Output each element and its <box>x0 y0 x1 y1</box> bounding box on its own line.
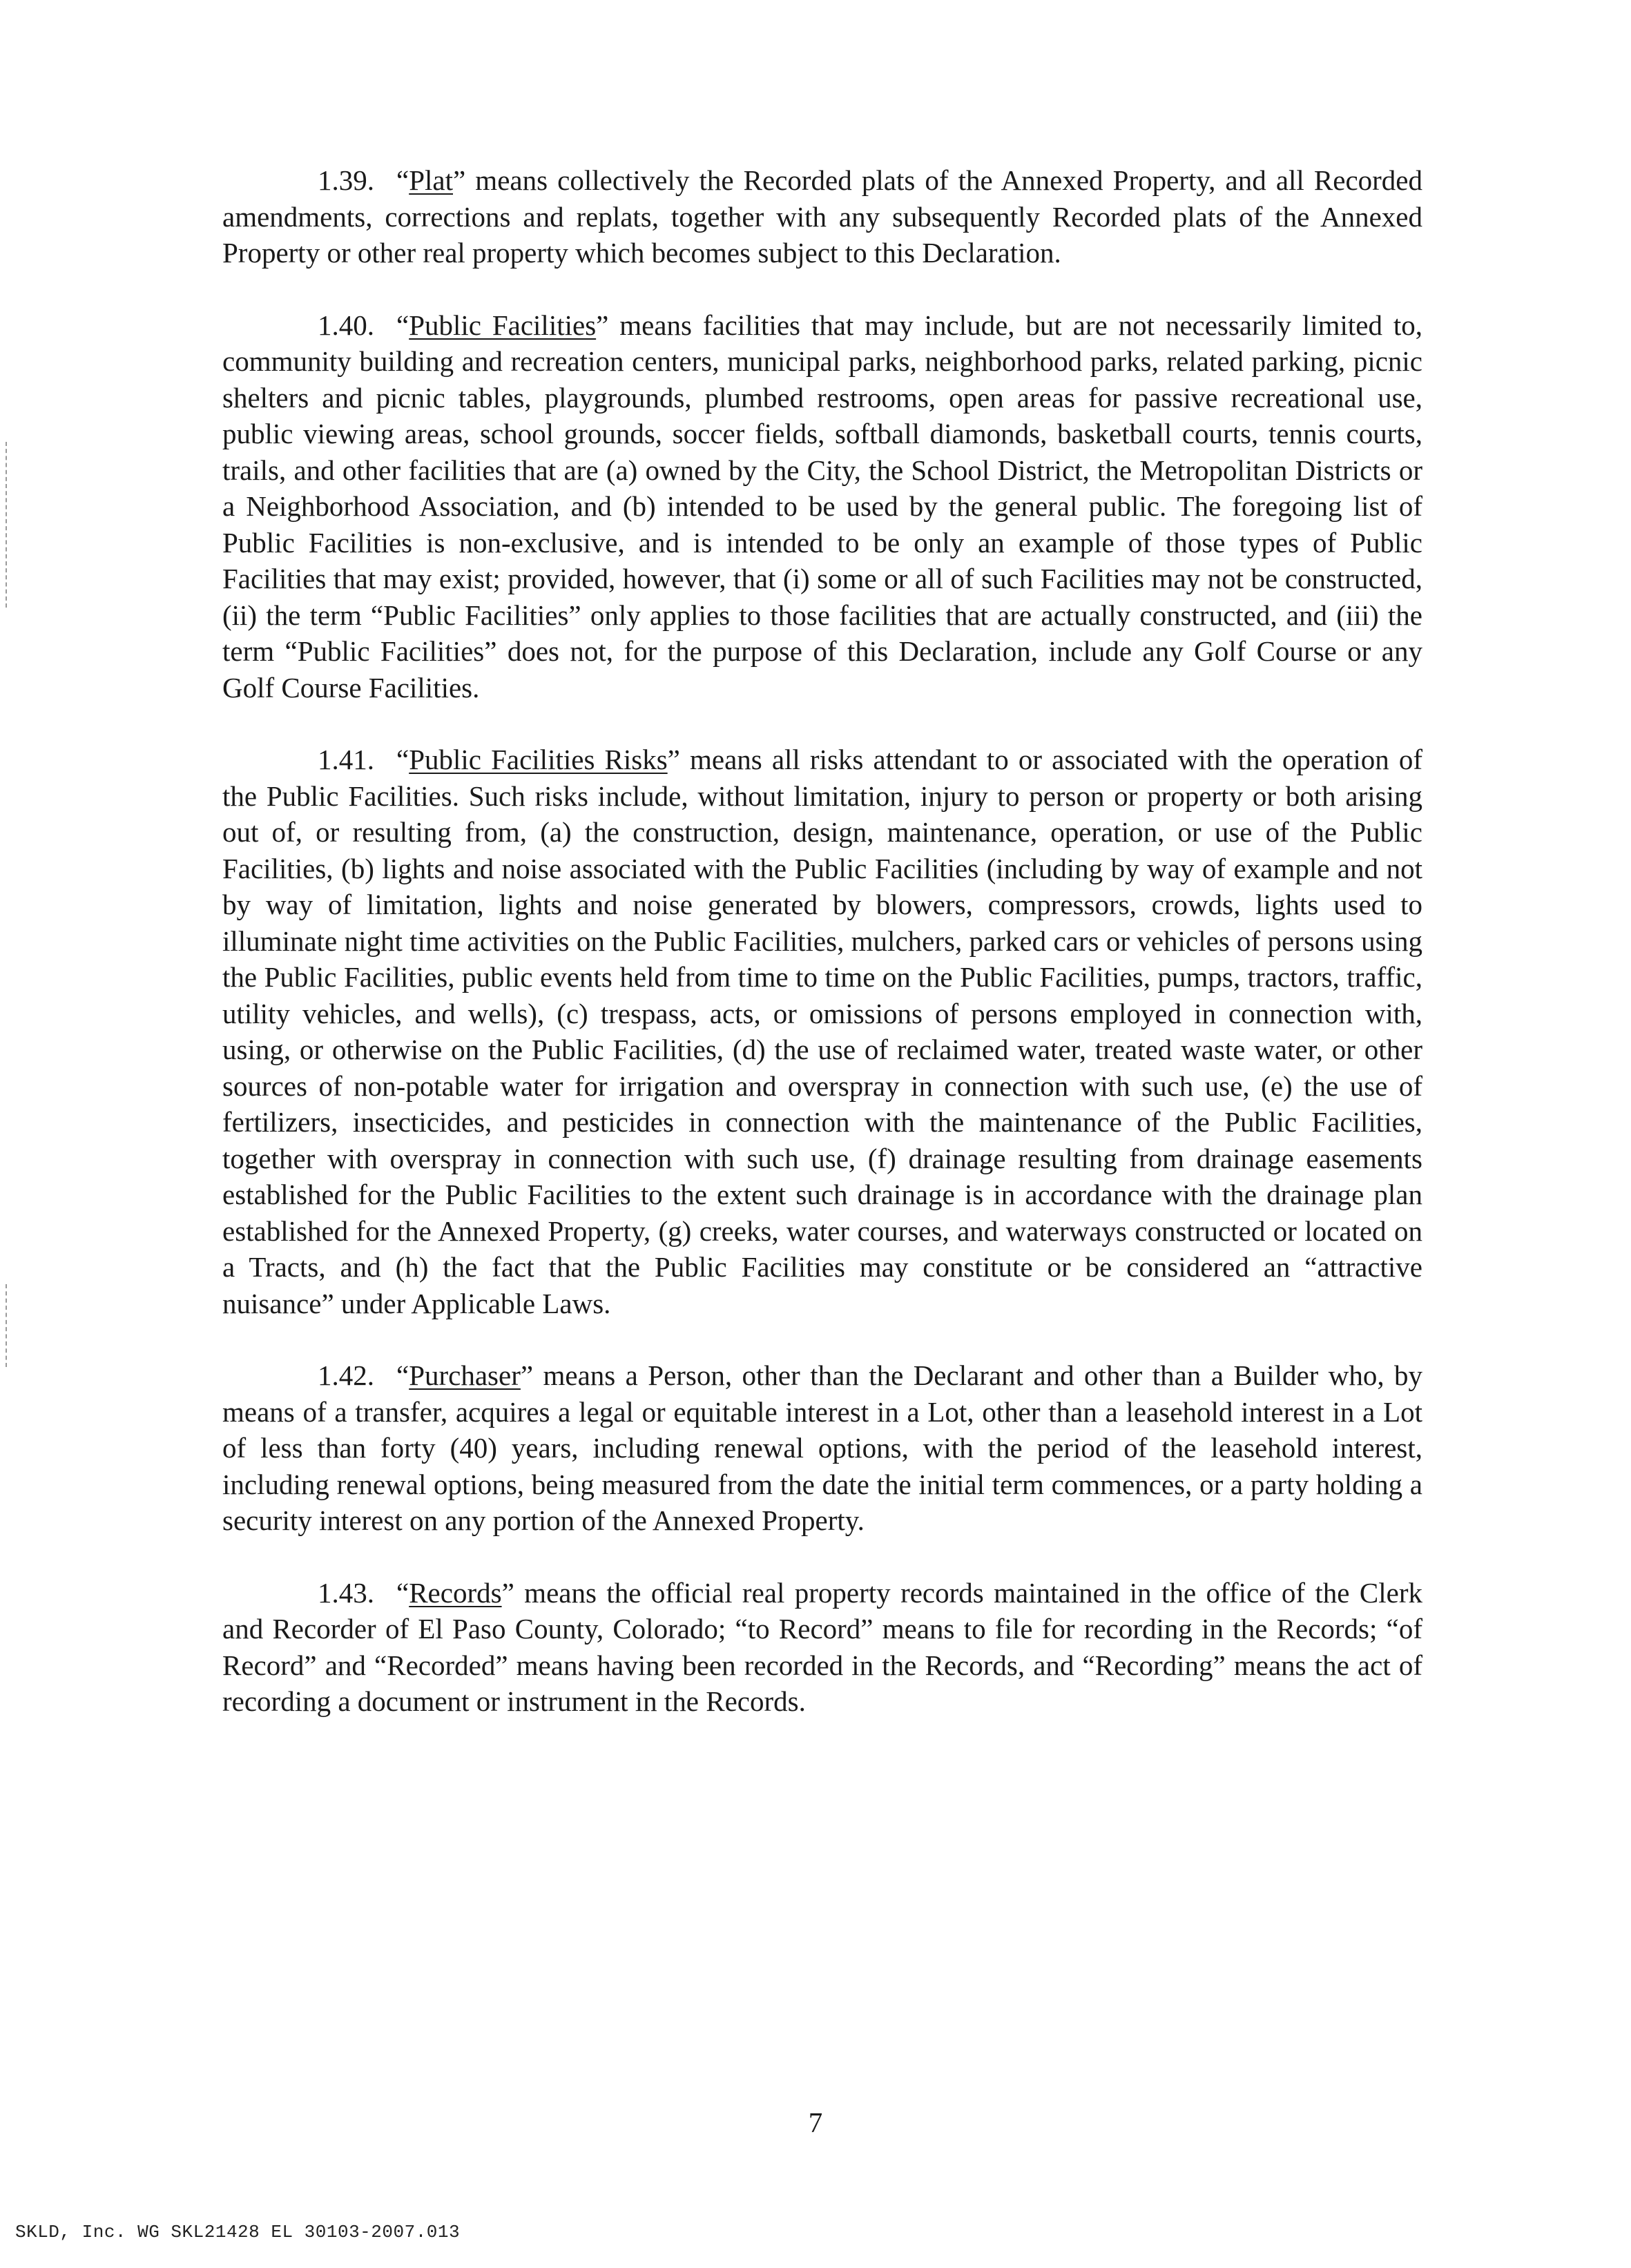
section-number: 1.41. <box>318 744 374 775</box>
document-page <box>222 162 1422 1756</box>
defined-term: Public Facilities Risks <box>409 744 668 775</box>
close-quote: ” <box>596 309 609 341</box>
open-quote: “ <box>396 164 409 196</box>
defined-term: Records <box>409 1576 502 1609</box>
section-text: means the official real property records maintained in the office of the Clerk and Recorder of El Paso County, Colorado; “to Record” means to file for recording in the Records; “of Record” and “Recorded” means having been recorded in the Records, and “Recording” means the act of recording a document or instrument in the Records. <box>222 1576 1422 1717</box>
section-1-40 <box>222 307 1422 706</box>
section-number: 1.42. <box>318 1359 374 1391</box>
close-quote: ” <box>453 164 466 196</box>
open-quote: “ <box>396 1359 409 1391</box>
section-number: 1.43. <box>318 1576 374 1609</box>
section-text: means facilities that may include, but are not necessarily limited to, community building and recreation centers, municipal parks, neighborhood parks, related parking, picnic shelters and picnic tables, playgrounds, plumbed restrooms, open areas for passive recreational use, public viewing areas, school grounds, soccer fields, softball diamonds, basketball courts, tennis courts, trails, and other facilities that are (a) owned by the City, the School District, the Metropolitan Districts or a Neighborhood Association, and (b) intended to be used by the general public. The foregoing list of Public Facilities is non-exclusive, and is intended to be only an example of those types of Public Facilities that may exist; provided, however, that (i) some or all of such Facilities may not be constructed, (ii) the term “Public Facilities” only applies to those facilities that are actually constructed, and (iii) the term “Public Facilities” does not, for the purpose of this Declaration, include any Golf Course or any Golf Course Facilities. <box>222 309 1422 704</box>
open-quote: “ <box>396 1576 409 1609</box>
section-1-41 <box>222 742 1422 1321</box>
page-number: 7 <box>808 2106 823 2138</box>
section-number: 1.40. <box>318 309 374 341</box>
defined-term: Public Facilities <box>409 309 597 341</box>
margin-mark-upper <box>6 442 7 608</box>
section-1-39 <box>222 162 1422 271</box>
footer-document-id: SKLD, Inc. WG SKL21428 EL 30103-2007.013 <box>15 2222 461 2242</box>
close-quote: ” <box>501 1576 514 1609</box>
open-quote: “ <box>396 309 409 341</box>
section-text: means all risks attendant to or associated with the operation of the Public Facilities. Such risks include, without limitation, injury to person or property or both arising out of, or resulting from, (a) the construction, design, maintenance, operation, or use of the Public Facilities, (b) lights and noise associated with the Public Facilities (including by way of example and not by way of limitation, lights and noise generated by blowers, compressors, crowds, lights used to illuminate night time activities on the Public Facilities, mulchers, parked cars or vehicles of persons using the Public Facilities, public events held from time to time on the Public Facilities, pumps, tractors, traffic, utility vehicles, and wells), (c) trespass, acts, or omissions of persons employed in connection with, using, or otherwise on the Public Facilities, (d) the use of reclaimed water, treated waste water, or other sources of non-potable water for irrigation and overspray in connection with such use, (e) the use of fertilizers, insecticides, and pesticides in connection with the maintenance of the Public Facilities, together with overspray in connection with such use, (f) drainage resulting from drainage easements established for the Public Facilities to the extent such drainage is in accordance with the drainage plan established for the Annexed Property, (g) creeks, water courses, and waterways constructed or located on a Tracts, and (h) the fact that the Public Facilities may constitute or be considered an “attractive nuisance” under Applicable Laws. <box>222 744 1423 1319</box>
open-quote: “ <box>396 744 409 775</box>
section-text: means a Person, other than the Declarant and other than a Builder who, by means of a transfer, acquires a legal or equitable interest in a Lot, other than a leasehold interest in a Lot of less than forty (40) years, including renewal options, with the period of the leasehold interest, including renewal options, being measured from the date the initial term commences, or a party holding a security interest on any portion of the Annexed Property. <box>222 1359 1422 1536</box>
defined-term: Plat <box>409 164 453 196</box>
margin-mark-lower <box>6 1284 7 1367</box>
section-text: means collectively the Recorded plats of the Annexed Property, and all Recorded amendments, corrections and replats, together with any subsequently Recorded plats of the Annexed Property or other real property which becomes subject to this Declaration. <box>222 164 1422 269</box>
close-quote: ” <box>520 1359 534 1391</box>
close-quote: ” <box>667 744 680 775</box>
section-number: 1.39. <box>318 164 374 196</box>
defined-term: Purchaser <box>409 1359 521 1391</box>
section-1-43 <box>222 1575 1422 1720</box>
section-1-42 <box>222 1357 1422 1539</box>
